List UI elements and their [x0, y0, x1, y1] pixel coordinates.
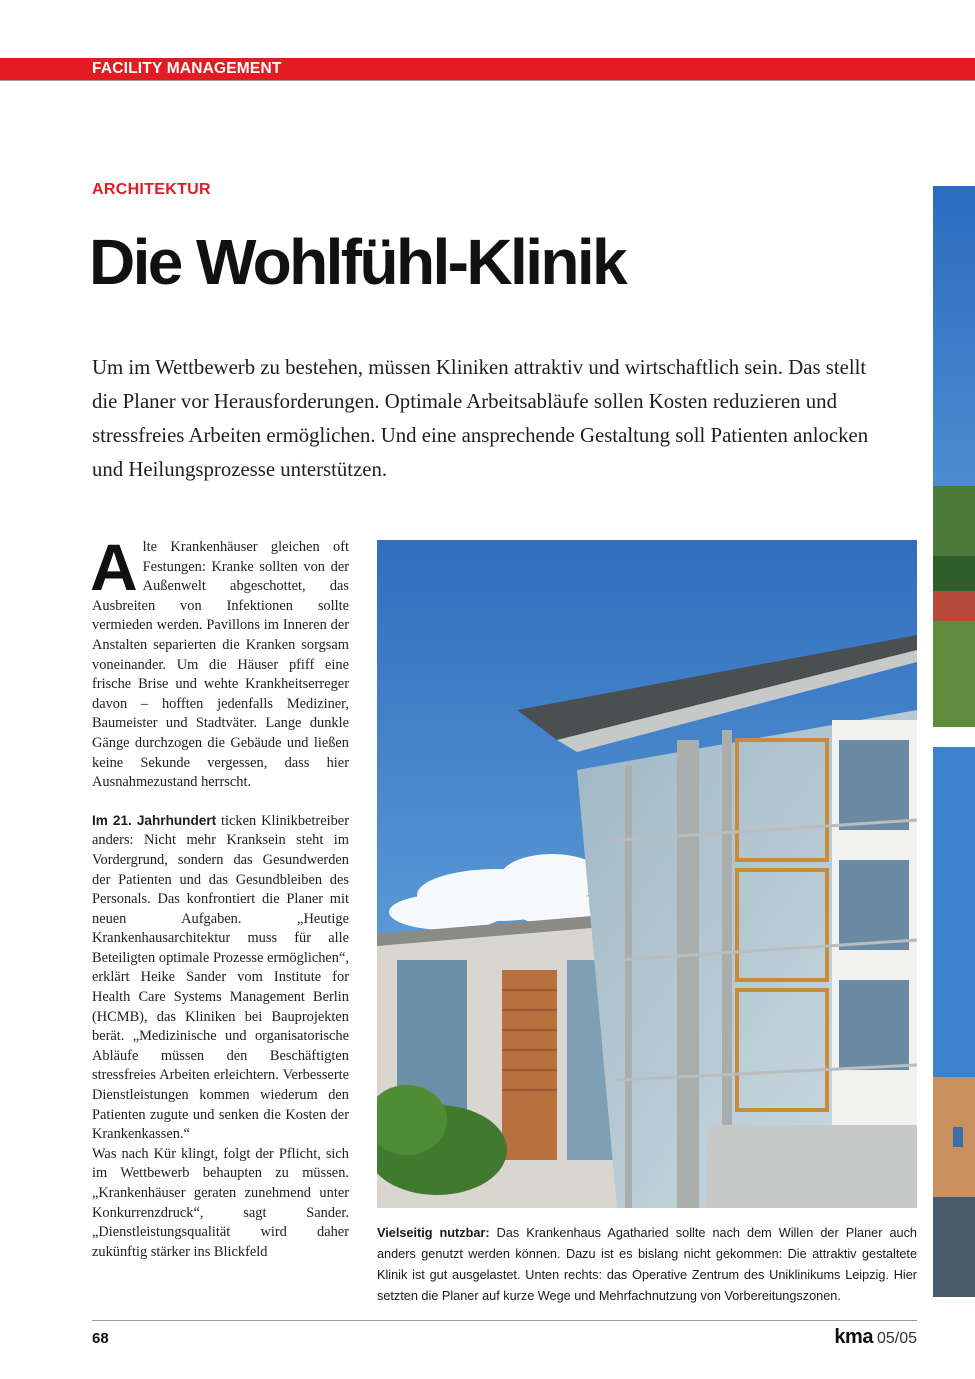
- side-photo-top-image: [933, 186, 975, 727]
- body-paragraph-3: Was nach Kür klingt, folgt der Pflicht, sich im Wettbewerb behaupten zu müssen. „Krankenhäuser geraten zunehmend unter Konkurrenzdruck“, sagt Sander. „Dienstleistungsqualität wird daher zukünftig stärker ins Blickfeld: [92, 1145, 349, 1260]
- paragraph-2-text: ticken Klinikbetreiber anders: Nicht mehr Kranksein steht im Vordergrund, sondern das Gesundwerden der Patienten und das Gesundbleiben des Personals. Das konfrontiert die Planer mit neuen Aufgaben. „Heutige Krankenhausarchitektur muss für alle Beteiligten optimale Prozesse ermöglichen“, erklärt Heike Sander vom Institute for Health Care Systems Management Berlin (HCMB), das Kliniken bei Bauprojekten berät. „Medizinische und organisatorische Abläufe müssen den Beschäftigten stressfreies Arbeiten erleichtern. Verbesserte Dienstleistungen kommen wiederum den Patienten zugute und senken die Kosten der Krankenkassen.“: [92, 812, 349, 1143]
- issue-number: 05/05: [876, 1330, 917, 1347]
- article-kicker: ARCHITEKTUR: [92, 181, 211, 198]
- hospital-photo: [377, 540, 917, 1208]
- side-photo-bottom: [933, 747, 975, 1297]
- page-number: 68: [92, 1330, 109, 1347]
- caption-leadin: Vielseitig nutzbar:: [377, 1226, 490, 1240]
- article-title: Die Wohlfühl-Klinik: [89, 226, 626, 298]
- paragraph-2-leadin: Im 21. Jahrhundert: [92, 812, 217, 828]
- body-paragraph-1: [90, 530, 349, 793]
- side-photo-top: [933, 186, 975, 727]
- body-paragraph-2: [92, 811, 349, 1145]
- drop-cap: A: [90, 530, 138, 604]
- footer-rule: [92, 1320, 917, 1321]
- hospital-illustration: [377, 540, 917, 1208]
- paragraph-1-text: lte Krankenhäuser gleichen oft Festungen: Kranke sollten von der Außenwelt abgeschottet, das Ausbreiten von Infektionen sollte vermieden werden. Pavillons im Inneren der Anstalten separierten die Kranken sorgsam voneinander. Um die Häuser pfiff eine frische Brise und wehte Krankheitserreger davon – hofften jedenfalls Mediziner, Baumeister und Stadtväter. Lange dunkle Gänge durchzogen die Gebäude und ließen keine Sekunde vergessen, dass hier Ausnahmezustand herrscht.: [92, 539, 349, 791]
- body-column: [90, 530, 349, 1262]
- caption-text: Das Krankenhaus Agatharied sollte nach dem Willen der Planer auch anders genutzt werden können. Dazu ist es bislang nicht gekommen: Die attraktiv gestaltete Klinik ist gut ausgelastet. Unten rechts: das Operative Zentrum des Uniklinikums Leipzig. Hier setzten die Planer auf kurze Wege und Mehrfachnutzung von Vorbereitungszonen.: [377, 1226, 917, 1303]
- footer-masthead: [834, 1326, 917, 1349]
- section-bar: [0, 58, 975, 80]
- magazine-brand: kma: [834, 1326, 873, 1348]
- photo-caption: [377, 1223, 917, 1307]
- article-lead: Um im Wettbewerb zu bestehen, müssen Kliniken attraktiv und wirtschaftlich sein. Das stellt die Planer vor Herausforderungen. Optimale Arbeitsabläufe sollen Kosten reduzieren und stressfreies Arbeiten ermöglichen. Und eine ansprechende Gestaltung soll Patienten anlocken und Heilungsprozesse unterstützen.: [92, 356, 869, 481]
- header-rule: [0, 80, 975, 81]
- section-label: FACILITY MANAGEMENT: [92, 60, 282, 77]
- side-photo-bottom-image: [933, 747, 975, 1297]
